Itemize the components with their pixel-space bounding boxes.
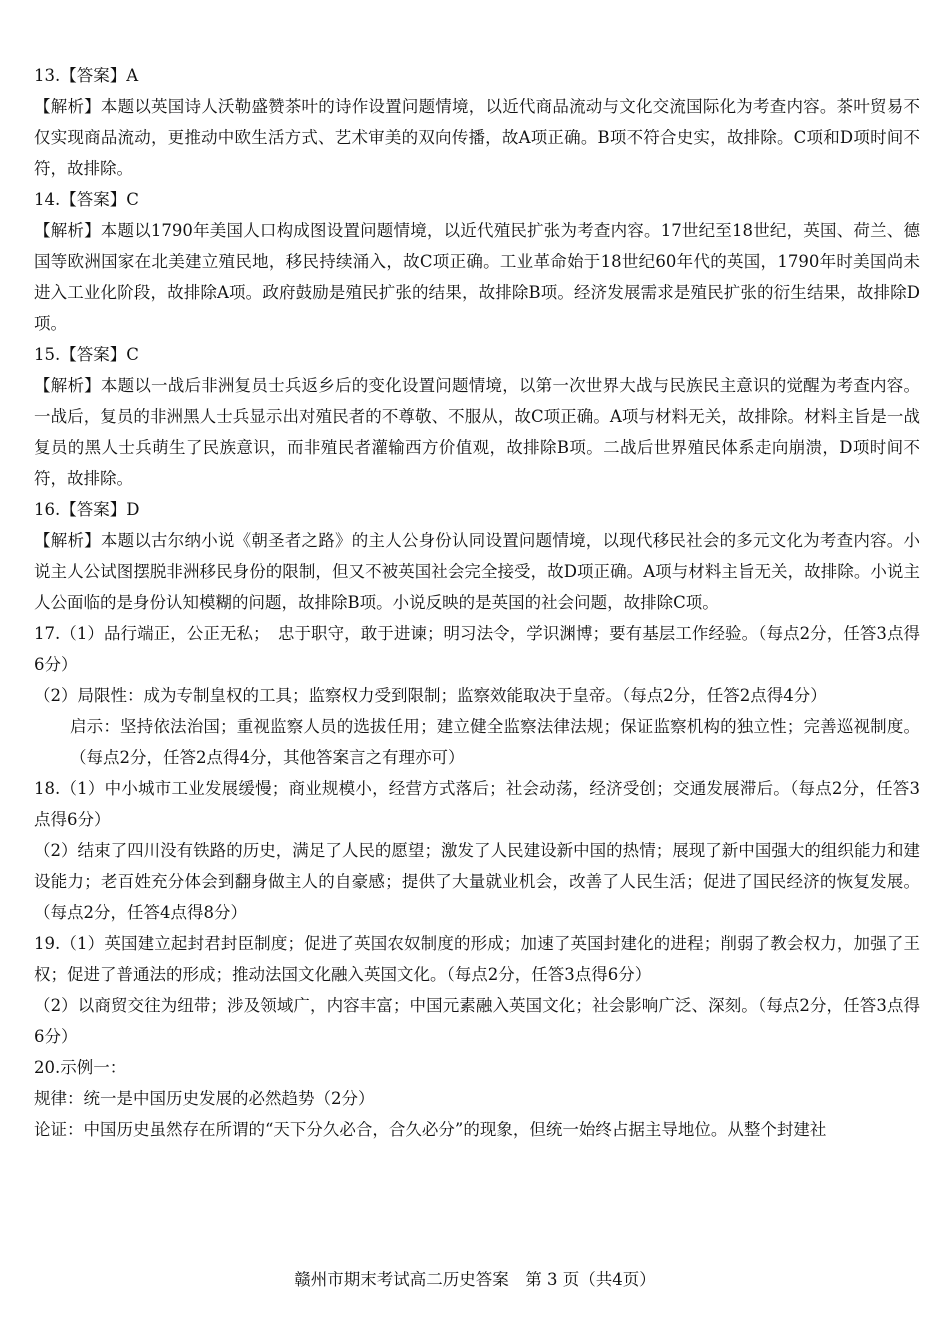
- q20-example-heading: 20.示例一：: [34, 1058, 127, 1077]
- q19-part1: 19.（1）英国建立起封君封臣制度；促进了英国农奴制度的形成；加速了英国封建化的进程；削弱了教会权力，加强了王权；促进了普通法的形成；推动法国文化融入英国文化。（每点2分，任答3点得6分）: [34, 934, 920, 984]
- q20-rule: 规律：统一是中国历史发展的必然趋势（2分）: [34, 1089, 375, 1108]
- q18-part2: （2）结束了四川没有铁路的历史，满足了人民的愿望；激发了人民建设新中国的热情；展现了新中国强大的组织能力和建设能力；老百姓充分体会到翻身做主人的自豪感；提供了大量就业机会，改善了人民生活；促进了国民经济的恢复发展。（每点2分，任答4点得8分）: [34, 841, 920, 922]
- q17-part2-insight: 启示：坚持依法治国；重视监察人员的选拔任用；建立健全监察法律法规；保证监察机构的独立性；完善巡视制度。（每点2分，任答2点得4分，其他答案言之有理亦可）: [70, 717, 920, 767]
- q15-answer: 15.【答案】C: [34, 345, 139, 364]
- q17-part2-limitation: （2）局限性：成为专制皇权的工具；监察权力受到限制；监察效能取决于皇帝。（每点2分，任答2点得4分）: [34, 686, 827, 705]
- q16-answer: 16.【答案】D: [34, 500, 140, 519]
- q15-analysis: 【解析】本题以一战后非洲复员士兵返乡后的变化设置问题情境，以第一次世界大战与民族民主意识的觉醒为考查内容。一战后，复员的非洲黑人士兵显示出对殖民者的不尊敬、不服从，故C项正确。A项与材料无关，故排除。材料主旨是一战复员的黑人士兵萌生了民族意识，而非殖民者灌输西方价值观，故排除B项。二战后世界殖民体系走向崩溃，D项时间不符，故排除。: [34, 376, 920, 488]
- q17-part1: 17.（1）品行端正，公正无私； 忠于职守，敢于进谏；明习法令，学识渊博；要有基层工作经验。（每点2分，任答3点得6分）: [34, 624, 920, 674]
- q14-analysis: 【解析】本题以1790年美国人口构成图设置问题情境，以近代殖民扩张为考查内容。17世纪至18世纪，英国、荷兰、德国等欧洲国家在北美建立殖民地，移民持续涌入，故C项正确。工业革命始于18世纪60年代的英国，1790年时美国尚未进入工业化阶段，故排除A项。政府鼓励是殖民扩张的结果，故排除B项。经济发展需求是殖民扩张的衍生结果，故排除D项。: [34, 221, 920, 333]
- page-footer: 赣州市期末考试高二历史答案 第 3 页（共4页）: [294, 1270, 656, 1289]
- q13-analysis: 【解析】本题以英国诗人沃勒盛赞茶叶的诗作设置问题情境，以近代商品流动与文化交流国际化为考查内容。茶叶贸易不仅实现商品流动，更推动中欧生活方式、艺术审美的双向传播，故A项正确。B项不符合史实，故排除。C项和D项时间不符，故排除。: [34, 97, 920, 178]
- answer-content: [34, 60, 920, 1145]
- q19-part2: （2）以商贸交往为纽带；涉及领域广，内容丰富；中国元素融入英国文化；社会影响广泛、深刻。（每点2分，任答3点得6分）: [34, 996, 920, 1046]
- q14-answer: 14.【答案】C: [34, 190, 139, 209]
- q13-answer: 13.【答案】A: [34, 66, 139, 85]
- q16-analysis: 【解析】本题以古尔纳小说《朝圣者之路》的主人公身份认同设置问题情境，以现代移民社会的多元文化为考查内容。小说主人公试图摆脱非洲移民身份的限制，但又不被英国社会完全接受，故D项正确。A项与材料主旨无关，故排除。小说主人公面临的是身份认知模糊的问题，故排除B项。小说反映的是英国的社会问题，故排除C项。: [34, 531, 920, 612]
- q18-part1: 18.（1）中小城市工业发展缓慢；商业规模小，经营方式落后；社会动荡，经济受创；交通发展滞后。（每点2分，任答3点得6分）: [34, 779, 920, 829]
- q20-argument: 论证：中国历史虽然存在所谓的“天下分久必合，合久必分”的现象，但统一始终占据主导地位。从整个封建社: [34, 1120, 827, 1139]
